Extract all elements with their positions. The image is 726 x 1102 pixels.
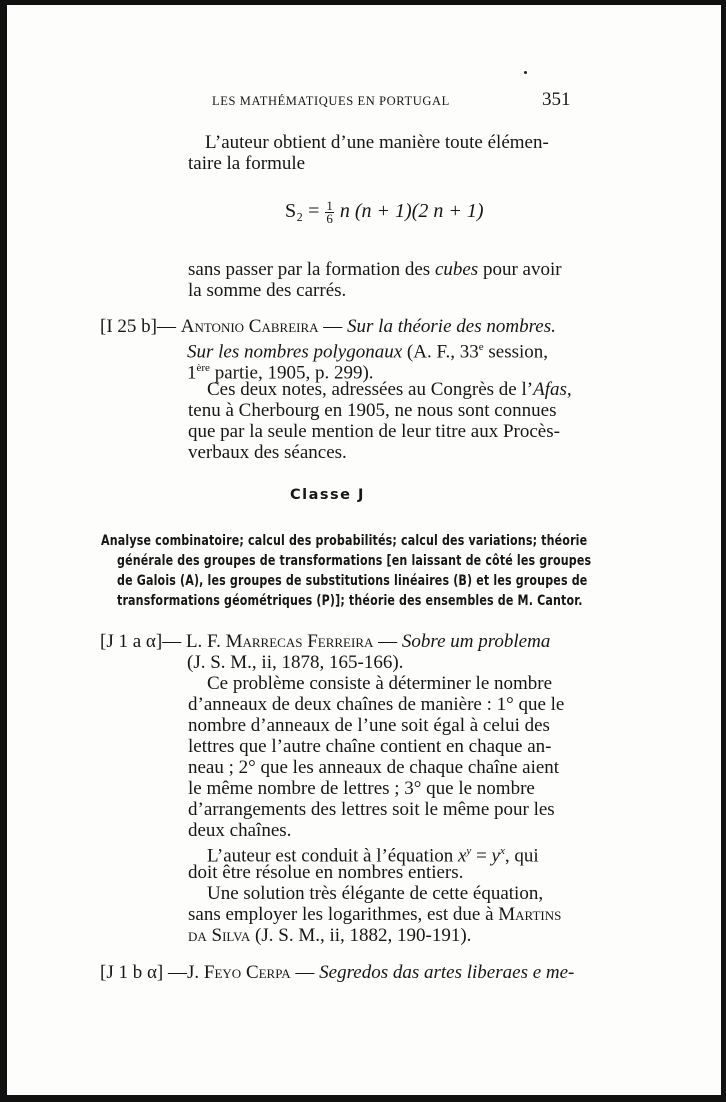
entry-i25b-ref2-sup: ère — [196, 362, 210, 374]
para2-line1 — [188, 259, 562, 280]
para2-text-a: sans passer par la formation des — [188, 259, 431, 280]
entry-j1aa-dash-2: — — [378, 631, 398, 652]
entry-j1aa-sol-3 — [188, 925, 471, 946]
formula-n: n — [339, 200, 350, 223]
entry-j1aa-body-3: nombre d’anneaux de l’une soit égal à celui des — [188, 715, 550, 736]
entry-i25b-ref-a: (A. F., 33 — [406, 341, 479, 363]
para2-text-cubes: cubes — [434, 259, 479, 280]
formula-frac-den: 6 — [326, 211, 333, 226]
entry-j1aa-dash: — — [162, 631, 182, 652]
page-number: 351 — [542, 89, 571, 110]
entry-j1aa-eq-y: y — [491, 845, 500, 867]
formula-frac-num: 1 — [326, 198, 333, 213]
entry-i25b-ref2-a: 1 — [187, 362, 197, 384]
entry-j1aa-sol-1: Une solution très élégante de cette équation, — [207, 883, 544, 904]
para2-line2: la somme des carrés. — [188, 280, 347, 301]
entry-j1aa-code: [J 1 a α] — [100, 631, 163, 652]
entry-j1aa-eq-end: , qui — [504, 845, 539, 867]
entry-j1aa-title: Sobre um problema — [401, 631, 551, 652]
entry-j1ba-dash: — — [168, 962, 188, 983]
entry-j1aa-eq-line2: doit être résolue en nombres entiers. — [188, 862, 464, 883]
entry-i25b-ref-b: session, — [488, 341, 549, 363]
entry-i25b-title-b: Sur les nombres polygonaux — [187, 341, 403, 363]
entry-j1ba-heading — [100, 962, 574, 983]
entry-i25b-ref2-b: partie, 1905, p. 299). — [214, 362, 374, 384]
section-title: Classe J — [290, 487, 365, 503]
formula-lhs: S₂ = — [285, 200, 320, 223]
entry-j1aa-sol-3-text: (J. S. M., ii, 1882, 190-191). — [255, 925, 472, 946]
entry-j1aa-sol-2-text: sans employer les logarithmes, est due à — [188, 904, 494, 925]
entry-j1aa-body-1: Ce problème consiste à déterminer le nombre — [207, 673, 553, 694]
formula-rest: (n + 1)(2 n + 1) — [354, 200, 484, 223]
running-head: LES MATHÉMATIQUES EN PORTUGAL — [212, 94, 450, 108]
entry-j1aa-eq-x: x — [457, 845, 467, 867]
classe-desc-line1: Analyse combinatoire; calcul des probabilités; calcul des variations; théorie — [101, 533, 588, 549]
para1-line1: L’auteur obtient d’une manière toute élémen- — [205, 132, 549, 153]
entry-j1aa-body-7: d’arrangements des lettres soit le même pour les — [188, 799, 555, 820]
entry-j1ba-dash-2: — — [295, 962, 315, 983]
formula-fraction — [325, 200, 334, 225]
entry-j1aa-body-4: lettres que l’autre chaîne contient en chaque an- — [188, 736, 552, 757]
entry-j1aa-author: L. F. Marrecas Ferreira — [185, 631, 374, 652]
entry-j1aa-eq-y-exp: y — [466, 845, 472, 857]
entry-j1aa-body-2: d’anneaux de deux chaînes de manière : 1° que le — [188, 694, 565, 715]
entry-j1aa-sol-2-name: Martins — [498, 904, 562, 925]
entry-j1aa-body-6: le même nombre de lettres ; 3° que le nombre — [188, 778, 535, 799]
para1-line2: taire la formule — [188, 153, 306, 174]
ink-dot — [524, 71, 527, 74]
entry-i25b-body-1 — [207, 379, 572, 400]
entry-j1ba-author: J. Feyo Cerpa — [187, 962, 291, 983]
entry-i25b-author: Antonio Cabreira — [180, 316, 319, 337]
entry-i25b-afas: Afas, — [533, 379, 572, 400]
entry-j1ba-code: [J 1 b α] — [100, 962, 164, 983]
entry-j1aa-eq-text: L’auteur est conduit à l’équation — [207, 845, 454, 867]
entry-j1aa-sol-3-name: da Silva — [188, 925, 251, 946]
entry-j1aa-sol-2 — [188, 904, 561, 925]
entry-i25b-title-a: Sur la théorie des nombres. — [347, 316, 556, 337]
entry-i25b-dash-2: — — [323, 316, 343, 337]
entry-i25b-body-1-text: Ces deux notes, adressées au Congrès de l’ — [207, 379, 534, 400]
entry-i25b-body-2: tenu à Cherbourg en 1905, ne nous sont connues — [188, 400, 557, 421]
entry-j1aa-body-8: deux chaînes. — [188, 820, 292, 841]
entry-i25b-heading — [100, 316, 556, 337]
classe-desc-line4: transformations géométriques (P)]; théorie des ensembles de M. Cantor. — [117, 593, 583, 609]
entry-i25b-dash: — — [156, 316, 176, 337]
entry-j1aa-heading — [100, 631, 550, 652]
entry-i25b-ref-sup: e — [478, 341, 484, 353]
classe-desc-line3: de Galois (A), les groupes de substitutions linéaires (B) et les groupes de — [117, 573, 588, 589]
entry-i25b-body-3: que par la seule mention de leur titre aux Procès- — [188, 421, 560, 442]
entry-j1aa-ref: (J. S. M., ii, 1878, 165-166). — [187, 652, 404, 673]
classe-desc-line2: générale des groupes de transformations [en laissant de côté les groupes — [117, 553, 592, 569]
entry-i25b-code: [I 25 b] — [100, 316, 157, 337]
formula-s2 — [285, 200, 484, 225]
para2-text-c: pour avoir — [482, 259, 562, 280]
entry-j1ba-title: Segredos das artes liberaes e me- — [319, 962, 575, 983]
entry-j1aa-eq-equals: = — [471, 845, 492, 867]
entry-j1aa-body-5: neau ; 2° que les anneaux de chaque chaîne aient — [188, 757, 560, 778]
entry-j1aa-eq-x-exp: x — [499, 845, 505, 857]
entry-i25b-body-4: verbaux des séances. — [188, 442, 347, 463]
